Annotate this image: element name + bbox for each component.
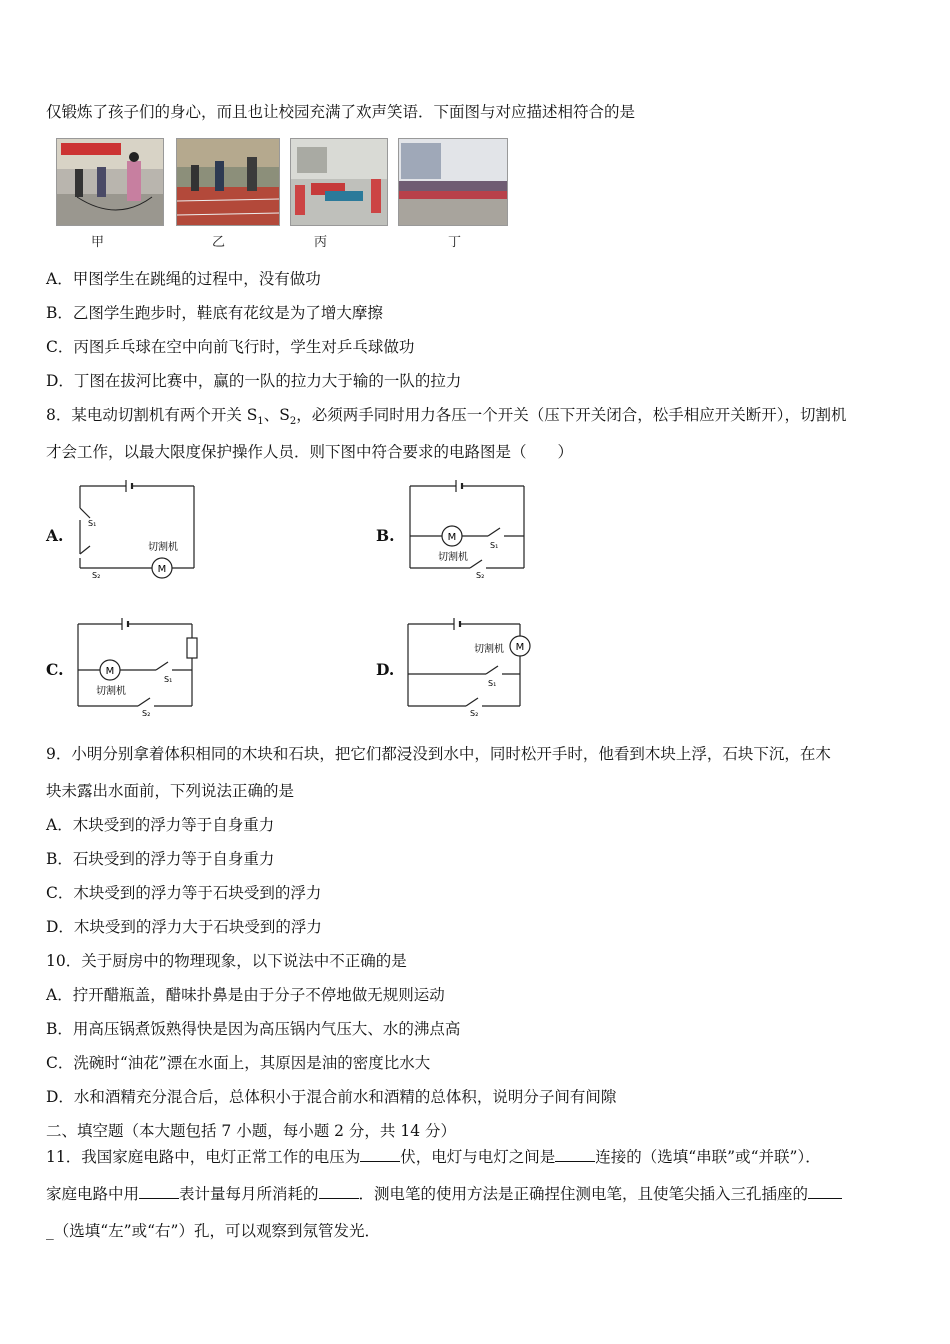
photo-caption-ding: 丁 bbox=[448, 235, 462, 250]
q9-stem-line1: 9．小明分别拿着体积相同的木块和石块，把它们都浸没到水中，同时松开手时，他看到木块上浮，石块下沉，在木 bbox=[46, 745, 831, 763]
q11-line1: 11．我国家庭电路中，电灯正常工作的电压为 伏，电灯与电灯之间是 连接的（选填“串联”或“并联”）． bbox=[46, 1148, 821, 1166]
photo-caption-jia: 甲 bbox=[91, 235, 105, 250]
circuit-b-diagram bbox=[406, 478, 536, 586]
circuit-c-motor-text: M bbox=[105, 666, 115, 677]
photo-jia bbox=[56, 138, 164, 226]
q10-stem: 10．关于厨房中的物理现象，以下说法中不正确的是 bbox=[46, 952, 407, 970]
circuit-d-machine-text: 切割机 bbox=[474, 644, 504, 655]
photo-caption-bing: 丙 bbox=[314, 235, 328, 250]
q11-blank-voltage bbox=[360, 1147, 400, 1162]
q8-label-b: B. bbox=[376, 526, 395, 545]
circuit-a-motor-text: M bbox=[157, 564, 167, 575]
circuit-b-s2-text: S₂ bbox=[476, 571, 485, 580]
q10-option-c: C．洗碗时“油花”漂在水面上，其原因是油的密度比水大 bbox=[46, 1054, 431, 1072]
circuit-d-diagram bbox=[404, 614, 540, 724]
section-fill-in-title: 二、填空题（本大题包括 7 小题，每小题 2 分，共 14 分） bbox=[46, 1122, 457, 1140]
photo-yi bbox=[176, 138, 280, 226]
circuit-a-s1-text: S₁ bbox=[88, 519, 97, 528]
q7-option-b: B．乙图学生跑步时，鞋底有花纹是为了增大摩擦 bbox=[46, 304, 383, 322]
q9-option-d: D．木块受到的浮力大于石块受到的浮力 bbox=[46, 918, 322, 936]
q7-option-d: D．丁图在拔河比赛中，赢的一队的拉力大于输的一队的拉力 bbox=[46, 372, 462, 390]
circuit-b-s1-text: S₁ bbox=[490, 541, 499, 550]
q11-line2: 家庭电路中用 表计量每月所消耗的 ．测电笔的使用方法是正确捏住测电笔，且使笔尖插入三孔插座的 bbox=[46, 1184, 842, 1204]
q9-stem-line2: 块未露出水面前，下列说法正确的是 bbox=[46, 782, 295, 800]
circuit-a-diagram bbox=[76, 478, 206, 586]
photo-ding bbox=[398, 138, 508, 226]
q10-option-b: B．用高压锅煮饭熟得快是因为高压锅内气压大、水的沸点高 bbox=[46, 1020, 461, 1038]
circuit-b-motor-text: M bbox=[447, 532, 457, 543]
q8-stem-line1: 8．某电动切割机有两个开关 $S_1$、$S_2$，必须两手同时用力各压一个开关（压下开关闭合，松手相应开关断开），切割机 bbox=[46, 406, 847, 428]
q11-blank-meter bbox=[139, 1184, 179, 1199]
q11-blank-connection bbox=[555, 1147, 595, 1162]
circuit-c-s2-text: S₂ bbox=[142, 709, 151, 718]
q8-label-a: A. bbox=[46, 526, 64, 545]
q9-option-c: C．木块受到的浮力等于石块受到的浮力 bbox=[46, 884, 322, 902]
q8-label-c: C. bbox=[46, 660, 64, 679]
circuit-d-s1-text: S₁ bbox=[488, 679, 497, 688]
circuit-c-s1-text: S₁ bbox=[164, 675, 173, 684]
photo-bing bbox=[290, 138, 388, 226]
q11-blank-hole bbox=[808, 1184, 842, 1199]
intro-line: 仅锻炼了孩子们的身心，而且也让校园充满了欢声笑语．下面图与对应描述相符合的是 bbox=[46, 103, 636, 121]
q7-option-a: A．甲图学生在跳绳的过程中，没有做功 bbox=[46, 270, 321, 288]
q10-option-d: D．水和酒精充分混合后，总体积小于混合前水和酒精的总体积，说明分子间有间隙 bbox=[46, 1088, 617, 1106]
circuit-b-machine-text: 切割机 bbox=[438, 552, 468, 563]
q7-option-c: C．丙图乒乓球在空中向前飞行时，学生对乒乓球做功 bbox=[46, 338, 415, 356]
q9-option-b: B．石块受到的浮力等于自身重力 bbox=[46, 850, 275, 868]
circuit-d-s2-text: S₂ bbox=[470, 709, 479, 718]
q10-option-a: A．拧开醋瓶盖，醋味扑鼻是由于分子不停地做无规则运动 bbox=[46, 986, 445, 1004]
circuit-a-s2-text: S₂ bbox=[92, 571, 101, 580]
circuit-a-machine-text: 切割机 bbox=[148, 542, 178, 553]
circuit-c-diagram bbox=[74, 614, 204, 724]
q11-blank-quantity bbox=[319, 1184, 359, 1199]
q8-stem-line2: 才会工作，以最大限度保护操作人员．则下图中符合要求的电路图是（ ） bbox=[46, 443, 574, 461]
q9-option-a: A．木块受到的浮力等于自身重力 bbox=[46, 816, 275, 834]
photo-caption-yi: 乙 bbox=[212, 235, 226, 250]
circuit-c-machine-text: 切割机 bbox=[96, 686, 126, 697]
circuit-d-motor-text: M bbox=[515, 642, 525, 653]
q8-label-d: D. bbox=[376, 660, 395, 679]
q11-line3: _（选填“左”或“右”）孔，可以观察到氖管发光． bbox=[46, 1222, 380, 1240]
